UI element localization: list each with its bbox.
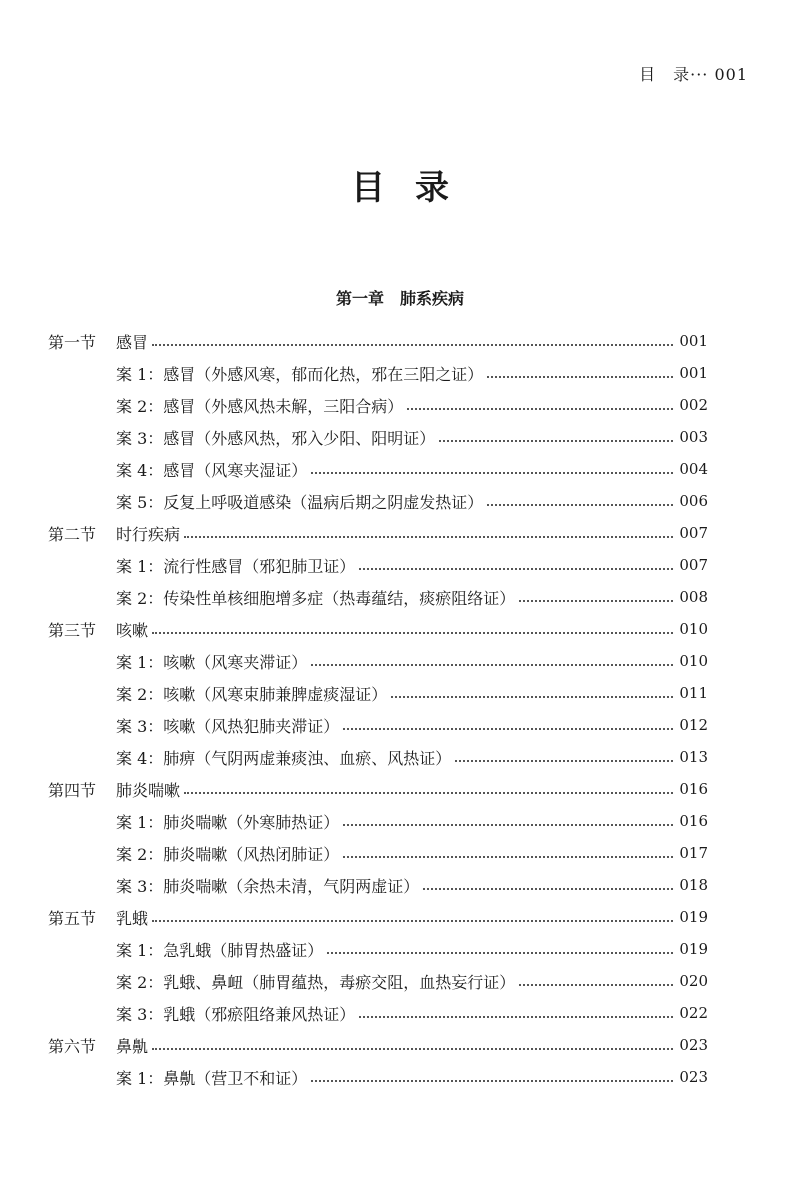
- dot-leader: [152, 1047, 673, 1050]
- toc-page-number: 016: [679, 780, 708, 798]
- dot-leader: [311, 663, 673, 666]
- toc-entry-title: 案 2：感冒（外感风热未解，三阳合病）: [116, 396, 404, 416]
- dot-leader: [423, 887, 673, 890]
- toc-page-number: 004: [679, 460, 708, 478]
- dot-leader: [184, 791, 673, 794]
- toc-page-number: 019: [679, 908, 708, 926]
- toc-page-number: 016: [679, 812, 708, 830]
- toc-case-row[interactable]: [48, 645, 708, 677]
- toc-case-row[interactable]: [48, 1061, 708, 1093]
- toc-case-row[interactable]: [48, 421, 708, 453]
- toc-section-number: 第五节: [48, 908, 97, 928]
- toc-entry-title: 感冒: [116, 332, 149, 352]
- dot-leader: [343, 823, 673, 826]
- toc-entry-title: 案 3：感冒（外感风热，邪入少阳、阳明证）: [116, 428, 436, 448]
- toc-case-row[interactable]: [48, 709, 708, 741]
- toc-page-number: 017: [679, 844, 708, 862]
- toc-section-row[interactable]: [48, 517, 708, 549]
- dot-leader: [391, 695, 673, 698]
- toc-page-number: 008: [679, 588, 708, 606]
- toc-case-row[interactable]: [48, 997, 708, 1029]
- toc-case-row[interactable]: [48, 581, 708, 613]
- toc-case-row[interactable]: [48, 837, 708, 869]
- toc-page-number: 003: [679, 428, 708, 446]
- toc-entry-title: 案 2：乳蛾、鼻衄（肺胃蕴热，毒瘀交阻，血热妄行证）: [116, 972, 516, 992]
- toc-entry-title: 案 5：反复上呼吸道感染（温病后期之阴虚发热证）: [116, 492, 484, 512]
- toc-section-row[interactable]: [48, 325, 708, 357]
- toc-page-number: 012: [679, 716, 708, 734]
- dot-leader: [359, 1015, 673, 1018]
- toc-entry-title: 案 4：感冒（风寒夹湿证）: [116, 460, 308, 480]
- dot-leader: [343, 855, 673, 858]
- dot-leader: [152, 631, 673, 634]
- toc-page-number: 019: [679, 940, 708, 958]
- dot-leader: [487, 503, 673, 506]
- toc-section-row[interactable]: [48, 613, 708, 645]
- toc-section-number: 第二节: [48, 524, 97, 544]
- toc-section-number: 第三节: [48, 620, 97, 640]
- toc-page-number: 011: [679, 684, 708, 702]
- toc-page-number: 023: [679, 1036, 708, 1054]
- toc-case-row[interactable]: [48, 741, 708, 773]
- dot-leader: [184, 535, 673, 538]
- toc-case-row[interactable]: [48, 869, 708, 901]
- toc-entry-title: 案 1：肺炎喘嗽（外寒肺热证）: [116, 812, 340, 832]
- toc-section-number: 第一节: [48, 332, 97, 352]
- toc-case-row[interactable]: [48, 357, 708, 389]
- dot-leader: [359, 567, 673, 570]
- toc-entry-title: 咳嗽: [116, 620, 149, 640]
- toc-entry-title: 案 1：流行性感冒（邪犯肺卫证）: [116, 556, 356, 576]
- toc-page-number: 002: [679, 396, 708, 414]
- toc-page-number: 001: [679, 364, 708, 382]
- toc-section-row[interactable]: [48, 773, 708, 805]
- toc-entry-title: 鼻鼽: [116, 1036, 149, 1056]
- dot-leader: [311, 471, 673, 474]
- toc-entry-title: 案 4：肺痹（气阴两虚兼痰浊、血瘀、风热证）: [116, 748, 452, 768]
- toc-section-number: 第四节: [48, 780, 97, 800]
- toc-case-row[interactable]: [48, 549, 708, 581]
- toc-entry-title: 案 3：乳蛾（邪瘀阻络兼风热证）: [116, 1004, 356, 1024]
- dot-leader: [519, 599, 673, 602]
- toc-entry-title: 案 2：咳嗽（风寒束肺兼脾虚痰湿证）: [116, 684, 388, 704]
- chapter-title: 第一章 肺系疾病: [335, 289, 464, 308]
- dot-leader: [152, 919, 673, 922]
- toc-page-number: 006: [679, 492, 708, 510]
- toc-entry-title: 案 3：咳嗽（风热犯肺夹滞证）: [116, 716, 340, 736]
- toc-entry-title: 肺炎喘嗽: [116, 780, 181, 800]
- dot-leader: [311, 1079, 673, 1082]
- dot-leader: [439, 439, 673, 442]
- toc-entry-title: 案 1：咳嗽（风寒夹滞证）: [116, 652, 308, 672]
- page-title: 目录: [351, 168, 479, 208]
- toc-page-number: 007: [679, 556, 708, 574]
- toc-section-number: 第六节: [48, 1036, 97, 1056]
- toc-entry-title: 案 1：感冒（外感风寒，郁而化热，邪在三阳之证）: [116, 364, 484, 384]
- dot-leader: [343, 727, 673, 730]
- toc-case-row[interactable]: [48, 965, 708, 997]
- toc-page-number: 001: [679, 332, 708, 350]
- toc-page-number: 018: [679, 876, 708, 894]
- toc-page-number: 023: [679, 1068, 708, 1086]
- dot-leader: [519, 983, 673, 986]
- table-of-contents: [48, 325, 708, 1093]
- toc-page-number: 010: [679, 652, 708, 670]
- toc-page-number: 022: [679, 1004, 708, 1022]
- toc-entry-title: 案 1：鼻鼽（营卫不和证）: [116, 1068, 308, 1088]
- toc-case-row[interactable]: [48, 453, 708, 485]
- dot-leader: [327, 951, 673, 954]
- dot-leader: [487, 375, 673, 378]
- toc-page-number: 020: [679, 972, 708, 990]
- toc-case-row[interactable]: [48, 677, 708, 709]
- toc-section-row[interactable]: [48, 1029, 708, 1061]
- toc-page-number: 007: [679, 524, 708, 542]
- toc-entry-title: 案 1：急乳蛾（肺胃热盛证）: [116, 940, 324, 960]
- toc-case-row[interactable]: [48, 389, 708, 421]
- toc-entry-title: 乳蛾: [116, 908, 149, 928]
- toc-page-number: 010: [679, 620, 708, 638]
- toc-case-row[interactable]: [48, 805, 708, 837]
- toc-entry-title: 时行疾病: [116, 524, 181, 544]
- running-header: 目 录··· 001: [639, 65, 748, 84]
- toc-section-row[interactable]: [48, 901, 708, 933]
- toc-case-row[interactable]: [48, 485, 708, 517]
- toc-entry-title: 案 3：肺炎喘嗽（余热未清，气阴两虚证）: [116, 876, 420, 896]
- dot-leader: [152, 343, 673, 346]
- toc-case-row[interactable]: [48, 933, 708, 965]
- toc-entry-title: 案 2：传染性单核细胞增多症（热毒蕴结，痰瘀阻络证）: [116, 588, 516, 608]
- toc-page-number: 013: [679, 748, 708, 766]
- dot-leader: [455, 759, 673, 762]
- toc-entry-title: 案 2：肺炎喘嗽（风热闭肺证）: [116, 844, 340, 864]
- dot-leader: [407, 407, 673, 410]
